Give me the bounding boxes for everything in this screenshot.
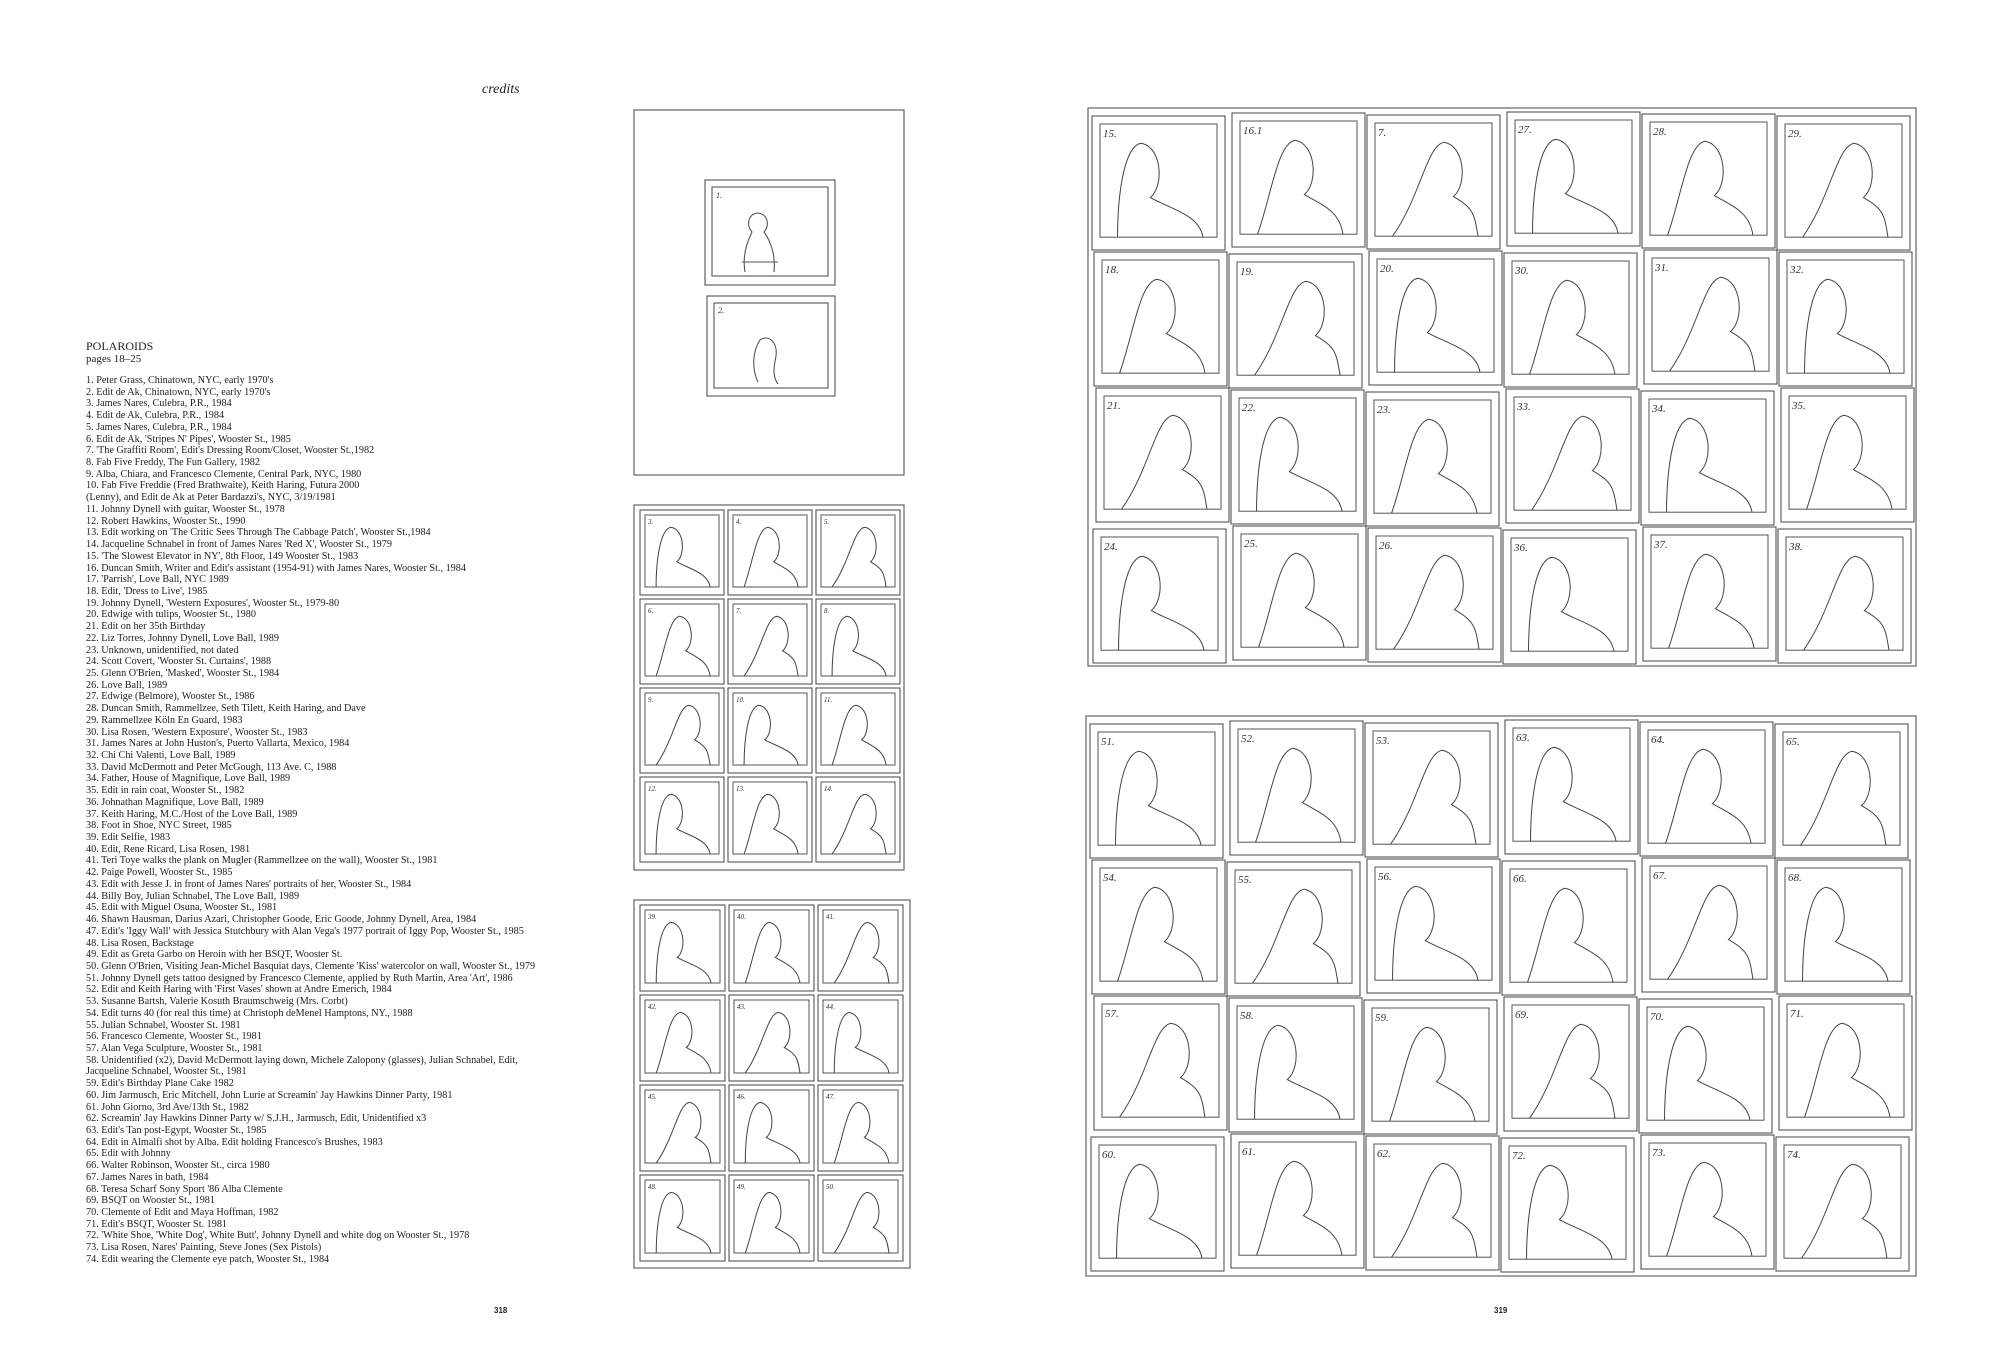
- figure-sketch: [1258, 140, 1343, 234]
- figure-sketch: [1804, 556, 1889, 650]
- figure-sketch: [1118, 887, 1203, 981]
- credit-line: 68. Teresa Scharf Sony Sport '86 Alba Clemente: [86, 1183, 283, 1195]
- polaroid-image: [1787, 1004, 1904, 1117]
- credit-line: 56. Francesco Clemente, Wooster St., 1981: [86, 1031, 262, 1043]
- credit-line: 64. Edit in Almalfi shot by Alba. Edit holding Francesco's Brushes, 1983: [86, 1136, 383, 1148]
- polaroid-number: 38.: [1789, 541, 1803, 553]
- polaroid-image: [1648, 730, 1765, 843]
- polaroid-number: 70.: [1650, 1011, 1664, 1023]
- polaroid-number: 39.: [648, 913, 657, 921]
- polaroid-number: 57.: [1105, 1008, 1119, 1020]
- polaroid-number: 59.: [1375, 1012, 1389, 1024]
- credit-line: 13. Edit working on 'The Critic Sees Through The Cabbage Patch', Wooster St.,1984: [86, 527, 431, 539]
- polaroid-number: 53.: [1376, 735, 1390, 747]
- figure-sketch: [1805, 279, 1890, 373]
- credit-line: 27. Edwige (Belmore), Wooster St., 1986: [86, 691, 255, 703]
- credit-line: 43. Edit with Jesse J. in front of James Nares' portraits of her, Wooster St., 1984: [86, 878, 412, 890]
- credit-line: 51. Johnny Dynell gets tattoo designed by Francesco Clemente, applied by Ruth Martin, Area 'Art', 1986: [86, 972, 513, 984]
- credit-line: (Lenny), and Edit de Ak at Peter Bardazzi's, NYC, 3/19/1981: [86, 492, 336, 504]
- polaroid-image: [1649, 1143, 1766, 1256]
- figure-sketch: [1805, 1023, 1890, 1117]
- polaroid-number: 47.: [826, 1093, 835, 1101]
- credit-line: Jacqueline Schnabel, Wooster St., 1981: [86, 1066, 247, 1078]
- polaroid-image: [712, 187, 828, 276]
- page-number-left: 318: [494, 1306, 508, 1315]
- sheet-frame-bottom: [634, 900, 910, 1268]
- figure-sketch: [745, 1192, 800, 1253]
- credit-line: 17. 'Parrish', Love Ball, NYC 1989: [86, 574, 229, 586]
- credit-line: 5. James Nares, Culebra, P.R., 1984: [86, 421, 232, 433]
- figure-sketch: [656, 1192, 711, 1253]
- credit-line: 35. Edit in rain coat, Wooster St., 1982: [86, 785, 245, 797]
- credit-line: 74. Edit wearing the Clemente eye patch, Wooster St., 1984: [86, 1253, 330, 1265]
- polaroid-number: 7.: [736, 607, 742, 615]
- figure-sketch: [1531, 747, 1616, 841]
- polaroid-number: 7.: [1378, 127, 1387, 139]
- polaroid-image: [1651, 535, 1768, 648]
- figure-sketch: [656, 1102, 711, 1163]
- polaroid-number: 37.: [1654, 539, 1668, 551]
- credit-line: 42. Paige Powell, Wooster St., 1985: [86, 867, 233, 879]
- figure-sketch: [745, 922, 800, 983]
- credit-line: 71. Edit's BSQT, Wooster St. 1981: [86, 1218, 228, 1230]
- polaroid-number: 63.: [1516, 732, 1530, 744]
- polaroid-number: 22.: [1242, 402, 1256, 414]
- polaroid-image: [1374, 400, 1491, 513]
- credit-line: 38. Foot in Shoe, NYC Street, 1985: [86, 820, 232, 832]
- credit-line: 3. James Nares, Culebra, P.R., 1984: [86, 398, 232, 410]
- figure-sketch: [1802, 1164, 1887, 1258]
- credit-line: 66. Walter Robinson, Wooster St., circa 1980: [86, 1160, 270, 1172]
- credit-line: 18. Edit, 'Dress to Live', 1985: [86, 585, 208, 597]
- credit-line: 62. Screamin' Jay Hawkins Dinner Party w/ S.J.H., Jarmusch, Edit, Unidentified x3: [86, 1113, 427, 1125]
- polaroid-number: 13.: [736, 785, 745, 793]
- figure-sketch: [1665, 1026, 1750, 1120]
- credit-line: 28. Duncan Smith, Rammellzee, Seth Tilett, Keith Haring, and Dave: [86, 703, 366, 715]
- credit-line: 26. Love Ball, 1989: [86, 679, 168, 691]
- figure-sketch: [1392, 1163, 1477, 1257]
- credit-line: 19. Johnny Dynell, 'Western Exposures', Wooster St., 1979-80: [86, 597, 340, 609]
- polaroid-number: 33.: [1517, 401, 1531, 413]
- credit-line: 60. Jim Jarmusch, Eric Mitchell, John Lurie at Screamin' Jay Hawkins Dinner Party, 1981: [86, 1089, 453, 1101]
- polaroid-number: 42.: [648, 1003, 657, 1011]
- credit-line: 34. Father, House of Magnifique, Love Ball, 1989: [86, 773, 291, 785]
- polaroid-frame: [705, 180, 835, 285]
- polaroid-number: 26.: [1379, 540, 1393, 552]
- polaroid-number: 36.: [1514, 542, 1528, 554]
- credit-line: 39. Edit Selfie, 1983: [86, 832, 171, 844]
- credit-line: 20. Edwige with tulips, Wooster St., 1980: [86, 609, 256, 621]
- polaroid-number: 8.: [824, 607, 830, 615]
- polaroid-grid-right-top: [1092, 112, 1914, 664]
- polaroid-number: 10.: [736, 696, 745, 704]
- polaroid-number: 5.: [824, 518, 830, 526]
- polaroid-number: 23.: [1377, 404, 1391, 416]
- figure-sketch: [754, 338, 778, 384]
- figure-sketch: [1120, 1023, 1205, 1117]
- credit-line: 12. Robert Hawkins, Wooster St., 1990: [86, 515, 246, 527]
- figure-sketch: [1527, 1165, 1612, 1259]
- credit-line: 59. Edit's Birthday Plane Cake 1982: [86, 1078, 234, 1090]
- credit-line: 24. Scott Covert, 'Wooster St. Curtains', 1988: [86, 656, 272, 668]
- polaroid-frame: [707, 296, 835, 396]
- figure-sketch: [656, 922, 711, 983]
- credit-line: 6. Edit de Ak, 'Stripes N' Pipes', Wooster St., 1985: [86, 433, 291, 445]
- credit-line: 52. Edit and Keith Haring with 'First Vases' shown at Andre Emerich, 1984: [86, 984, 392, 996]
- credit-line: 58. Unidentified (x2), David McDermott laying down, Michele Zalopony (glasses), Julian Schnabel, Edit,: [86, 1054, 518, 1066]
- figure-sketch: [656, 1012, 711, 1073]
- figure-sketch: [744, 705, 798, 765]
- polaroid-number: 52.: [1241, 733, 1255, 745]
- polaroid-number: 54.: [1103, 872, 1117, 884]
- polaroid-image: [1240, 121, 1357, 234]
- polaroid-number: 64.: [1651, 734, 1665, 746]
- section-title: POLAROIDS: [86, 339, 154, 353]
- polaroid-grid-middle: [640, 510, 900, 862]
- credit-line: 46. Shawn Hausman, Darius Azari, Christopher Goode, Eric Goode, Johnny Dynell, Area, 1984: [86, 914, 477, 926]
- figure-sketch: [1257, 417, 1342, 511]
- figure-sketch: [1670, 277, 1755, 371]
- credit-line: 63. Edit's Tan post-Egypt, Wooster St., 1985: [86, 1125, 267, 1136]
- polaroid-number: 41.: [826, 913, 835, 921]
- polaroid-number: 28.: [1653, 126, 1667, 138]
- figure-sketch: [834, 1012, 889, 1073]
- credit-line: 44. Billy Boy, Julian Schnabel, The Love Ball, 1989: [86, 890, 300, 902]
- polaroid-number: 48.: [648, 1183, 657, 1191]
- figure-sketch: [1391, 750, 1476, 844]
- credit-line: 15. 'The Slowest Elevator in NY', 8th Floor, 149 Wooster St., 1983: [86, 550, 359, 562]
- figure-sketch: [1666, 749, 1751, 843]
- credit-line: 23. Unknown, unidentified, not dated: [86, 644, 239, 656]
- polaroid-number: 29.: [1788, 128, 1802, 140]
- figure-sketch: [1668, 141, 1753, 235]
- polaroid-grid-right-bottom: [1090, 720, 1912, 1272]
- figure-sketch: [834, 922, 889, 983]
- credit-line: 11. Johnny Dynell with guitar, Wooster St., 1978: [86, 503, 285, 515]
- credit-line: 25. Glenn O'Brien, 'Masked', Wooster St., 1984: [86, 667, 280, 679]
- polaroid-number: 51.: [1101, 736, 1115, 748]
- polaroid-number: 9.: [648, 696, 654, 704]
- polaroid-number: 4.: [736, 518, 742, 526]
- polaroid-number: 18.: [1105, 264, 1119, 276]
- figure-sketch: [1807, 415, 1892, 509]
- credit-line: 72. 'White Shoe, 'White Dog', White Butt', Johnny Dynell and white dog on Wooster St., 1978: [86, 1230, 470, 1242]
- figure-sketch: [1393, 886, 1478, 980]
- figure-sketch: [1122, 415, 1207, 509]
- credit-line: 14. Jacqueline Schnabel in front of James Nares 'Red X', Wooster St., 1979: [86, 539, 392, 551]
- figure-sketch: [1259, 553, 1344, 647]
- credit-line: 21. Edit on her 35th Birthday: [86, 621, 206, 633]
- credit-line: 10. Fab Five Freddie (Fred Brathwaite), Keith Haring, Futura 2000: [86, 480, 360, 492]
- credit-line: 67. James Nares in bath, 1984: [86, 1171, 209, 1183]
- figure-sketch: [1533, 139, 1618, 233]
- polaroid-number: 11.: [824, 696, 833, 704]
- figure-sketch: [832, 527, 886, 587]
- polaroid-number: 55.: [1238, 874, 1252, 886]
- credit-line: 54. Edit turns 40 (for real this time) at Christoph deMenel Hamptons, NY., 1988: [86, 1007, 413, 1019]
- figure-sketch: [1119, 556, 1204, 650]
- polaroid-number: 14.: [824, 785, 833, 793]
- polaroid-image: [1510, 869, 1627, 982]
- figure-sketch: [1255, 1025, 1340, 1119]
- figure-sketch: [1257, 1161, 1342, 1255]
- polaroid-number: 66.: [1513, 873, 1527, 885]
- polaroid-number: 44.: [826, 1003, 835, 1011]
- figure-sketch: [1530, 280, 1615, 374]
- credit-line: 4. Edit de Ak, Culebra, P.R., 1984: [86, 410, 225, 422]
- polaroid-number: 68.: [1788, 872, 1802, 884]
- figure-sketch: [656, 705, 710, 765]
- figure-sketch: [744, 794, 798, 854]
- polaroid-number: 1.: [716, 191, 722, 200]
- polaroid-image: [1650, 122, 1767, 235]
- polaroid-number: 60.: [1102, 1149, 1116, 1161]
- figure-sketch: [1394, 555, 1479, 649]
- credit-line: 50. Glenn O'Brien, Visiting Jean-Michel Basquiat days, Clemente 'Kiss' watercolor on wall, Wooster St., 1979: [86, 960, 536, 972]
- polaroid-image: [1100, 868, 1217, 981]
- credit-line: 69. BSQT on Wooster St., 1981: [86, 1195, 215, 1207]
- credit-line: 22. Liz Torres, Johnny Dynell, Love Ball, 1989: [86, 632, 279, 644]
- polaroid-image: [733, 515, 807, 587]
- figure-sketch: [1668, 885, 1753, 979]
- polaroid-number: 50.: [826, 1183, 835, 1191]
- credit-line: 61. John Giorno, 3rd Ave/13th St., 1982: [86, 1101, 249, 1113]
- figure-sketch: [834, 1102, 889, 1163]
- credit-line: 57. Alan Vega Sculpture, Wooster St., 1981: [86, 1042, 263, 1054]
- credit-line: 47. Edit's 'Iggy Wall' with Jessica Stutchbury with Alan Vega's 1977 portrait of Iggy Pop, Wooster St., 1985: [86, 925, 524, 937]
- figure-sketch: [1118, 143, 1203, 237]
- figure-sketch: [1528, 888, 1613, 982]
- credit-line: 73. Lisa Rosen, Nares' Painting, Steve Jones (Sex Pistols): [86, 1242, 322, 1254]
- polaroid-image: [714, 303, 828, 388]
- polaroid-number: 71.: [1790, 1008, 1804, 1020]
- polaroid-number: 73.: [1652, 1147, 1666, 1159]
- credit-line: 33. David McDermott and Peter McGough, 113 Ave. C, 1988: [86, 761, 337, 773]
- credit-line: 16. Duncan Smith, Writer and Edit's assistant (1954-91) with James Nares, Wooster St., 1984: [86, 562, 466, 574]
- polaroid-number: 43.: [737, 1003, 746, 1011]
- figure-sketch: [1530, 1024, 1615, 1118]
- polaroid-image: [1372, 1008, 1489, 1121]
- polaroid-number: 61.: [1242, 1146, 1256, 1158]
- polaroid-image: [645, 604, 719, 676]
- figure-sketch: [1667, 418, 1752, 512]
- figure-sketch: [832, 705, 886, 765]
- credit-line: 32. Chi Chi Valenti, Love Ball, 1989: [86, 750, 236, 761]
- figure-sketch: [1529, 557, 1614, 651]
- figure-sketch: [1256, 748, 1341, 842]
- figure-sketch: [1120, 279, 1205, 373]
- sheet-frame-right-top: [1088, 108, 1916, 666]
- polaroid-number: 19.: [1240, 266, 1254, 278]
- credit-line: 1. Peter Grass, Chinatown, NYC, early 1970's: [86, 375, 274, 386]
- polaroid-number: 72.: [1512, 1150, 1526, 1162]
- polaroid-grid-bottom: [640, 905, 903, 1261]
- polaroid-number: 25.: [1244, 538, 1258, 550]
- credit-line: 70. Clemente of Edit and Maya Hoffman, 1982: [86, 1207, 279, 1219]
- figure-sketch: [1255, 281, 1340, 375]
- credit-line: 31. James Nares at John Huston's, Puerto Vallarta, Mexico, 1984: [86, 738, 350, 750]
- credit-line: 41. Teri Toye walks the plank on Mugler (Rammellzee on the wall), Wooster St., 1981: [86, 855, 438, 867]
- figure-sketch: [656, 616, 710, 676]
- figure-sketch: [744, 616, 798, 676]
- polaroid-number: 67.: [1653, 870, 1667, 882]
- figure-sketch: [832, 616, 886, 676]
- credit-line: 65. Edit with Johnny: [86, 1148, 171, 1160]
- figure-sketch: [1669, 554, 1754, 648]
- polaroid-number: 2.: [718, 306, 724, 315]
- polaroid-number: 69.: [1515, 1009, 1529, 1021]
- polaroid-number: 31.: [1655, 262, 1669, 274]
- figure-sketch: [742, 213, 778, 272]
- polaroid-image: [1789, 396, 1906, 509]
- polaroid-number: 3.: [648, 518, 654, 526]
- polaroid-number: 32.: [1790, 264, 1804, 276]
- credit-line: 29. Rammellzee Köln En Guard, 1983: [86, 714, 243, 726]
- polaroid-number: 49.: [737, 1183, 746, 1191]
- polaroid-number: 58.: [1240, 1010, 1254, 1022]
- polaroid-number: 20.: [1380, 263, 1394, 275]
- polaroid-number: 16.1: [1243, 125, 1263, 137]
- polaroid-number: 74.: [1787, 1149, 1801, 1161]
- credit-line: 49. Edit as Greta Garbo on Heroin with her BSQT, Wooster St.: [86, 949, 343, 961]
- polaroid-number: 6.: [648, 607, 654, 615]
- figure-sketch: [1803, 887, 1888, 981]
- polaroid-number: 35.: [1792, 400, 1806, 412]
- polaroid-number: 12.: [648, 785, 657, 793]
- credit-line: 7. 'The Graffiti Room', Edit's Dressing Room/Closet, Wooster St.,1982: [86, 445, 375, 457]
- credit-line: 2. Edit de Ak, Chinatown, NYC, early 1970's: [86, 386, 271, 398]
- polaroid-number: 65.: [1786, 736, 1800, 748]
- polaroid-number: 27.: [1518, 124, 1532, 136]
- polaroid-number: 56.: [1378, 871, 1392, 883]
- figure-sketch: [656, 527, 710, 587]
- figure-sketch: [1395, 278, 1480, 372]
- sheet-frame-top: [634, 110, 904, 475]
- credit-line: 9. Alba, Chiara, and Francesco Clemente, Central Park, NYC, 1980: [86, 468, 362, 480]
- figure-sketch: [745, 1012, 800, 1073]
- figure-sketch: [1393, 142, 1478, 236]
- page-number-right: 319: [1494, 1306, 1508, 1315]
- credit-line: 55. Julian Schnabel, Wooster St. 1981: [86, 1019, 241, 1031]
- polaroid-number: 45.: [648, 1093, 657, 1101]
- polaroid-number: 30.: [1515, 265, 1529, 277]
- polaroid-number: 21.: [1107, 400, 1121, 412]
- figure-sketch: [745, 1102, 800, 1163]
- figure-sketch: [744, 527, 798, 587]
- figure-sketch: [1392, 419, 1477, 513]
- figure-sketch: [1117, 1164, 1202, 1258]
- credits-label: credits: [482, 82, 520, 97]
- figure-sketch: [656, 794, 710, 854]
- polaroid-image: [1241, 534, 1358, 647]
- credit-line: 36. Johnathan Magnifique, Love Ball, 1989: [86, 796, 264, 808]
- polaroid-image: [1239, 1142, 1356, 1255]
- credit-line: 40. Edit, Rene Ricard, Lisa Rosen, 1981: [86, 843, 251, 855]
- figure-sketch: [1116, 751, 1201, 845]
- section-pages: pages 18–25: [86, 353, 142, 365]
- polaroid-number: 40.: [737, 913, 746, 921]
- figure-sketch: [1532, 416, 1617, 510]
- credit-line: 30. Lisa Rosen, 'Western Exposure', Wooster St., 1983: [86, 726, 308, 738]
- polaroid-image: [1238, 729, 1355, 842]
- figure-sketch: [1803, 143, 1888, 237]
- polaroid-number: 62.: [1377, 1148, 1391, 1160]
- figure-sketch: [1667, 1162, 1752, 1256]
- credit-line: 37. Keith Haring, M.C./Host of the Love Ball, 1989: [86, 808, 298, 820]
- polaroid-frame: [1367, 115, 1500, 249]
- figure-sketch: [1253, 889, 1338, 983]
- polaroid-image: [1102, 260, 1219, 373]
- credit-line: 48. Lisa Rosen, Backstage: [86, 937, 194, 949]
- credit-line: 45. Edit with Miguel Osuna, Wooster St., 1981: [86, 902, 278, 914]
- credit-line: 53. Susanne Bartsh, Valerie Kosuth Braumschweig (Mrs. Corbt): [86, 996, 348, 1008]
- figure-sketch: [1390, 1027, 1475, 1121]
- polaroid-number: 46.: [737, 1093, 746, 1101]
- figure-sketch: [1801, 751, 1886, 845]
- polaroid-number: 24.: [1104, 541, 1118, 553]
- credit-line: 8. Fab Five Freddy, The Fun Gallery, 1982: [86, 457, 260, 469]
- polaroid-number: 34.: [1652, 403, 1666, 415]
- polaroid-number: 15.: [1103, 128, 1117, 140]
- figure-sketch: [832, 794, 886, 854]
- polaroid-image: [1512, 261, 1629, 374]
- figure-sketch: [834, 1192, 889, 1253]
